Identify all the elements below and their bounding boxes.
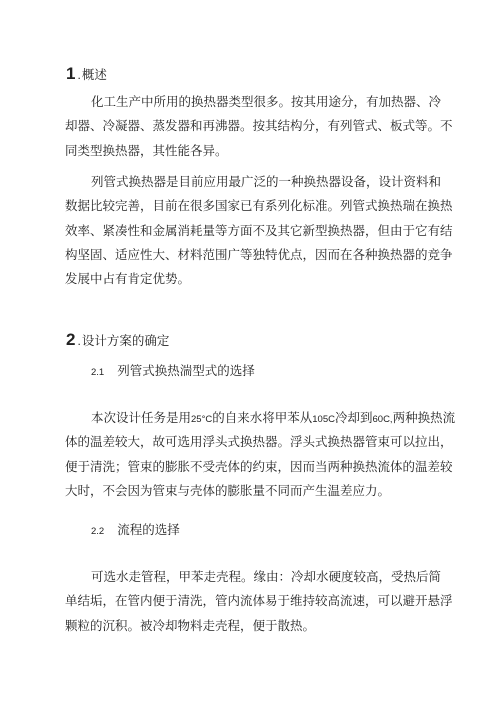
paragraph-line: 体的温差较大，故可选用浮头式换热器。浮头式换热器管束可以拉出， (65, 434, 453, 450)
section-1-dot: . (77, 68, 81, 82)
section-2-number: 2 (66, 330, 76, 349)
text-run: 本次设计任务是用 (91, 410, 192, 425)
section-1-paragraph-1 (65, 90, 453, 163)
paragraph-line: 发展中占有肯定优势。 (65, 271, 191, 287)
paragraph-line: 大时，不会因为管束与壳体的膨胀量不同而产生温差应力。 (65, 482, 391, 498)
text-run: 两种换热流 (392, 410, 456, 425)
section-1-title: 概述 (81, 67, 107, 82)
water-temperature: 25°C (191, 414, 213, 425)
paragraph-line-mixed (65, 406, 456, 430)
subsection-2-1-paragraph (65, 406, 456, 503)
text-run: 冷却到 (334, 410, 373, 425)
subsection-2-2-number: 2.2 (91, 526, 105, 537)
section-2-title: 设计方案的确定 (81, 333, 170, 348)
subsection-2-2-heading (91, 520, 180, 538)
text-run: 的自来水将甲苯从 (212, 410, 313, 425)
subsection-2-1-heading (91, 361, 255, 379)
paragraph-line: 化工生产中所用的换热器类型很多。按其用途分，有加热器、冷 (91, 94, 442, 109)
section-2-heading (66, 330, 169, 350)
section-2-dot: . (77, 334, 81, 348)
paragraph-line: 构坚固、适应性大、材料范围广等独特优点，因而在各种换热器的竞争 (65, 246, 453, 262)
section-1-heading (66, 64, 107, 84)
paragraph-line: 可选水走管程，甲苯走壳程。缘由：冷却水硬度较高，受热后简 (91, 569, 442, 584)
paragraph-line: 数据比较完善，目前在很多国家已有系列化标准。列管式换热瑞在换热 (65, 198, 453, 214)
subsection-2-2-paragraph (65, 565, 453, 638)
toluene-inlet-temperature: 105C (312, 414, 335, 425)
paragraph-line: 颗粒的沉积。被冷却物料走壳程，便于散热。 (65, 617, 316, 633)
section-1-number: 1 (66, 64, 76, 83)
subsection-2-2-title: 流程的选择 (117, 522, 180, 537)
section-1-paragraph-2 (65, 170, 453, 291)
paragraph-line: 却器、冷凝器、蒸发器和再沸器。按其结构分，有列管式、板式等。不 (65, 118, 453, 134)
toluene-outlet-temperature: 60C, (372, 414, 393, 425)
paragraph-line: 效率、紧凑性和金属消耗量等方面不及其它新型换热器，但由于它有结 (65, 222, 453, 238)
paragraph-line: 便于清洗；管束的膨胀不受壳体的约束，因而当两种换热流体的温差较 (65, 458, 453, 474)
paragraph-line: 列管式换热器是目前应用最广泛的一种换热器设备，设计资料和 (91, 174, 442, 189)
subsection-2-1-number: 2.1 (91, 367, 105, 378)
paragraph-line: 单结垢，在管内便于清洗，管内流体易于维持较高流速，可以避开悬浮 (65, 593, 453, 609)
paragraph-line: 同类型换热器，其性能各异。 (65, 142, 228, 158)
subsection-2-1-title: 列管式换热湍型式的选择 (117, 363, 255, 378)
